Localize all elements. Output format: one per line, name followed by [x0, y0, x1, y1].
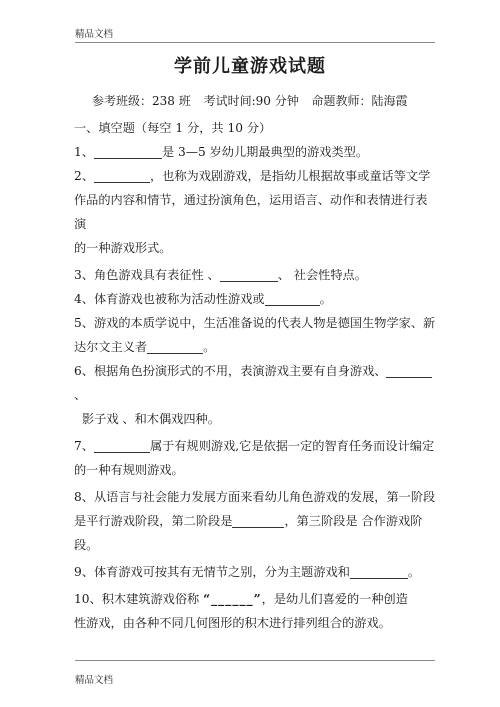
question-2	[74, 164, 436, 260]
q7-text-a: 属于有规则游戏,它是依据一定的智育任务而设计编定	[149, 439, 435, 453]
meta-teacher: 命题教师：陆海霞	[311, 94, 408, 108]
q8-line-a: 8、从语言与社会能力发展方面来看幼儿角色游戏的发展，第一阶段	[74, 490, 436, 504]
answer-blank[interactable]	[94, 143, 162, 159]
q2-line-c: 的一种游戏形式。	[74, 241, 172, 255]
q6-line-c: 影子戏 、和木偶戏四种。	[82, 412, 220, 426]
q7-number: 7、	[74, 439, 94, 453]
meta-time: 考试时间:90 分钟	[203, 94, 299, 108]
question-6	[74, 359, 436, 431]
section-heading: 一、填空题（每空 1 分，共 10 分）	[74, 121, 272, 135]
question-4	[74, 287, 436, 311]
q5-text-b: 达尔文主义者	[74, 340, 148, 354]
answer-blank[interactable]	[232, 512, 284, 528]
q9-text-b: 。	[407, 565, 421, 579]
exam-meta	[92, 92, 417, 109]
meta-class: 参考班级：238 班	[92, 94, 191, 108]
answer-blank[interactable]	[94, 167, 150, 183]
q10-text-a: 10、积木建筑游戏俗称	[74, 592, 200, 606]
q7-line-b: 的一种有规则游戏。	[74, 463, 184, 477]
q10-line-c: 性游戏，由各种不同几何图形的积木进行排列组合的游戏。	[74, 616, 391, 630]
question-3	[74, 263, 436, 287]
q8-text-b: 是平行游戏阶段，第二阶段是	[74, 514, 233, 528]
q10-blank[interactable]: “______”	[203, 592, 262, 606]
header-rule	[75, 42, 435, 43]
page-footer: 精品文档	[75, 675, 114, 686]
exam-content	[74, 116, 436, 635]
question-7	[74, 434, 436, 482]
q8-line-d: 段。	[74, 538, 99, 552]
q4-text-a: 4、体育游戏也被称为活动性游戏或	[74, 292, 265, 306]
q3-text-b: 、 社会性特点。	[277, 268, 367, 282]
question-10	[74, 587, 436, 635]
footer-rule	[75, 660, 435, 661]
q8-text-c: ，第三阶段是 合作游戏阶	[284, 514, 423, 528]
question-5	[74, 311, 436, 359]
q3-text-a: 3、角色游戏具有表征性 、	[74, 268, 220, 282]
page-header: 精品文档	[75, 29, 114, 40]
answer-blank[interactable]	[94, 437, 150, 453]
question-1	[74, 140, 436, 164]
answer-blank[interactable]	[147, 338, 203, 354]
q4-text-b: 。	[319, 292, 332, 306]
q5-text-c: 。	[203, 340, 216, 354]
answer-blank[interactable]	[265, 290, 320, 306]
q5-line-a: 5、游戏的本质学说中，生活准备说的代表人物是德国生物学家、新	[74, 316, 436, 330]
q6-text-b: 、	[74, 388, 87, 402]
q1-text: 是 3—5 岁幼儿期最典型的游戏类型。	[161, 145, 369, 159]
question-9	[74, 560, 436, 584]
q2-line-b: 作品的内容和情节，通过扮演角色，运用语言、动作和表情进行表演	[74, 193, 428, 231]
q1-number: 1、	[74, 145, 94, 159]
q6-text-a: 6、根据角色扮演形式的不用，表演游戏主要有自身游戏、	[74, 364, 387, 378]
q2-line-a: ，也称为戏剧游戏，是指幼儿根据故事或童话等文学	[149, 169, 431, 183]
q9-text-a: 9、体育游戏可按其有无情节之别，分为主题游戏和	[74, 565, 350, 579]
q2-number: 2、	[74, 169, 94, 183]
answer-blank[interactable]	[386, 362, 432, 378]
answer-blank[interactable]	[220, 266, 278, 282]
answer-blank[interactable]	[350, 563, 408, 579]
q10-text-b: ，是幼儿们喜爱的一种创造	[261, 592, 408, 606]
question-8	[74, 485, 436, 557]
exam-title: 学前儿童游戏试题	[174, 56, 326, 77]
